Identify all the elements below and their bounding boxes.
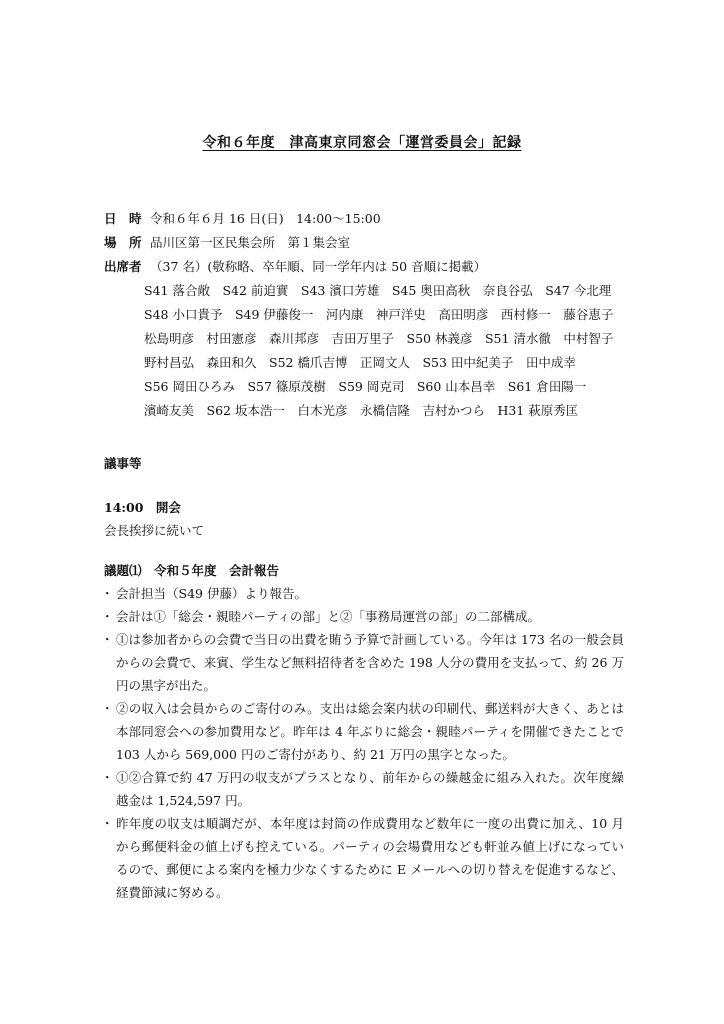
bullet-item: ・ 会計は①「総会・親睦パーティの部」と②「事務局運営の部」の二部構成。: [104, 605, 624, 628]
attendee-line: 濱崎友美 S62 坂本浩一 白木光彦 永橋信隆 吉村かつら H31 萩原秀匡: [144, 403, 579, 418]
place-label: 場 所: [104, 235, 142, 250]
date-row: [104, 207, 644, 231]
agenda-item-1-heading: 議題⑴ 令和５年度 会計報告: [104, 563, 280, 578]
place-row: [104, 231, 644, 255]
bullet-item: ・ ①②合算で約 47 万円の収支がプラスとなり、前年からの繰越金に組み入れた。次年度繰越金は 1,524,597 円。: [104, 766, 624, 812]
bullet-item: ・ 昨年度の収支は順調だが、本年度は封筒の作成費用など数年に一度の出費に加え、10 月から郵便料金の値上げも控えている。パーティの会場費用なども軒並み値上げになっているので、郵便による案内を極力少なくするために E メールへの切り替えを促進するなど、経費節減に努める。: [104, 812, 624, 904]
attendee-line: 松島明彦 村田憲彦 森川邦彦 吉田万里子 S50 林義彦 S51 清水徹 中村智子: [144, 331, 614, 346]
attendees-row: [104, 255, 644, 279]
document-title: 令和６年度 津高東京同窓会「運営委員会」記録: [202, 135, 522, 151]
bullet-item: ・ 会計担当（S49 伊藤）より報告。: [104, 582, 624, 605]
agenda-item-1-bullets: [104, 582, 624, 904]
attendee-list: [144, 279, 644, 423]
opening-text: 会長挨拶に続いて: [104, 523, 205, 538]
agenda-item-1: [104, 559, 624, 904]
bullet-item: ・ ①は参加者からの会費で当日の出費を賄う予算で計画している。今年は 173 名の一般会員からの会費で、来賓、学生など無料招待者を含めた 198 人分の費用を支払って、約 26 万円の黒字が出た。: [104, 628, 624, 697]
agenda-heading-section: [104, 452, 624, 475]
date-value: 令和６年６月 16 日(日) 14:00～15:00: [150, 211, 381, 226]
attendees-note: （37 名）(敬称略、卒年順、同一学年内は 50 音順に掲載）: [150, 259, 487, 274]
opening-section: [104, 496, 624, 542]
agenda-heading: 議事等: [104, 456, 142, 471]
opening-time: 14:00 開会: [104, 500, 181, 515]
meeting-info: [104, 207, 644, 423]
attendee-line: 野村昌弘 森田和久 S52 橋爪吉博 正岡文人 S53 田中紀美子 田中成幸: [144, 355, 576, 370]
date-label: 日 時: [104, 211, 142, 226]
attendee-line: S41 落合敞 S42 前迫實 S43 濱口芳雄 S45 奥田高秋 奈良谷弘 S47 今北理: [144, 283, 612, 298]
place-value: 品川区第一区民集会所 第１集会室: [150, 235, 351, 250]
attendee-line: S48 小口貴予 S49 伊藤俊一 河内康 神戸洋史 高田明彦 西村修一 藤谷恵子: [144, 307, 614, 322]
bullet-item: ・ ②の収入は会員からのご寄付のみ。支出は総会案内状の印刷代、郵送料が大きく、あとは本部同窓会への参加費用など。昨年は 4 年ぶりに総会・親睦パーティを開催できたことで 103 人から 569,000 円のご寄付があり、約 21 万円の黒字となった。: [104, 697, 624, 766]
attendees-label: 出席者: [104, 259, 142, 274]
attendee-line: S56 岡田ひろみ S57 篠原茂樹 S59 岡克司 S60 山本昌幸 S61 倉田陽一: [144, 379, 587, 394]
